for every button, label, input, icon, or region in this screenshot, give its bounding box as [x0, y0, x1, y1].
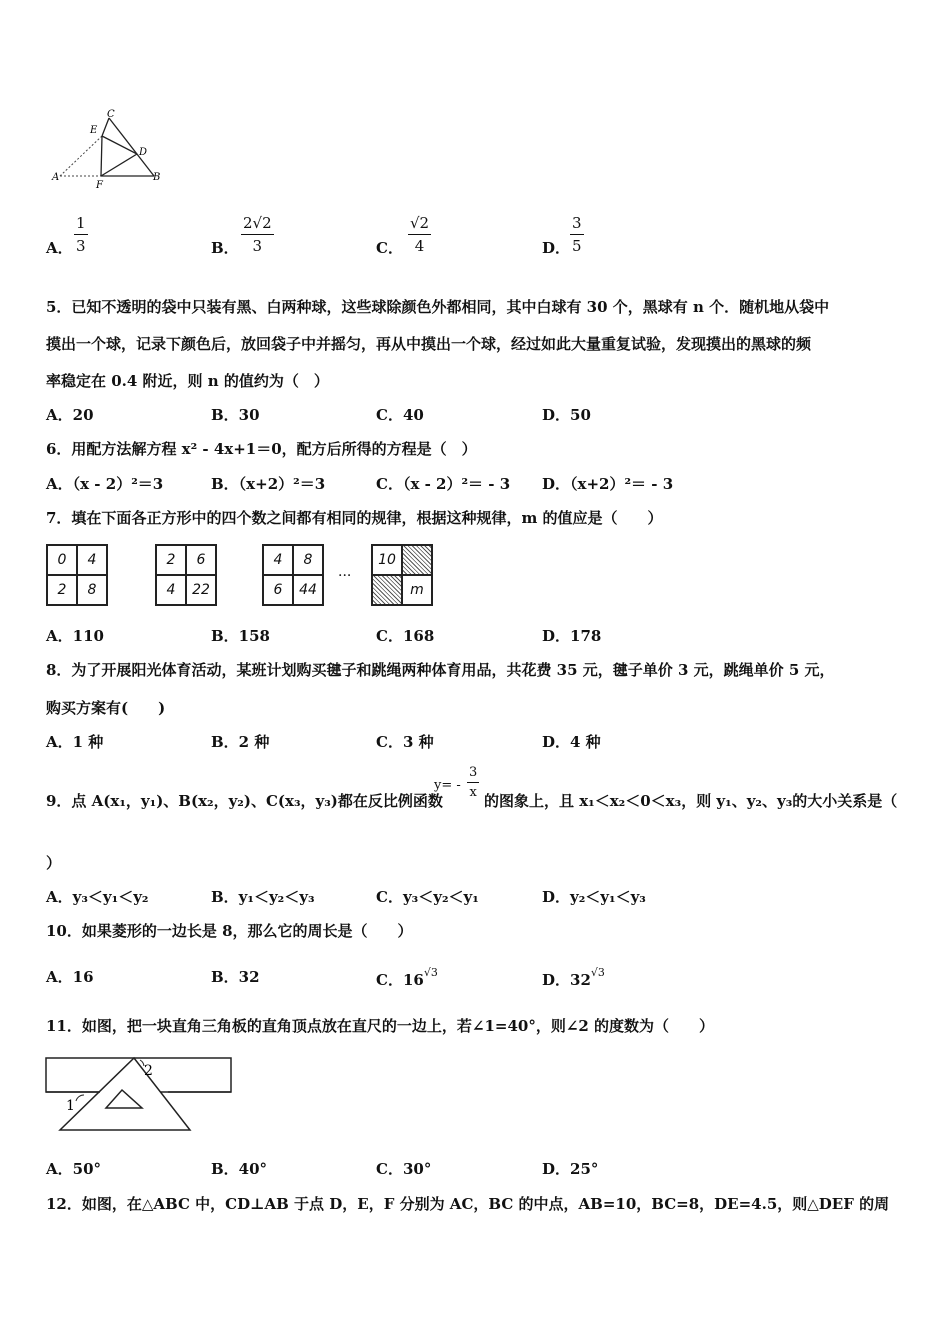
q7-option-c: C．168 [376, 627, 435, 645]
q8-line1: 8．为了开展阳光体育活动，某班计划购买毽子和跳绳两种体育用品，共花费 35 元，毽子单价 3 元，跳绳单价 5 元， [46, 661, 835, 679]
cell: m [402, 575, 432, 605]
cell: 4 [77, 545, 107, 575]
q5-option-d: D．50 [542, 406, 591, 424]
q4-option-d: D． [542, 239, 571, 257]
cell: 10 [372, 545, 402, 575]
q6-option-c: C．（x - 2）²＝ - 3 [376, 475, 511, 493]
q11-ruler-triangle-figure [44, 1054, 236, 1134]
q8-option-d: D．4 种 [542, 733, 601, 751]
cell: 22 [186, 575, 216, 605]
q5-option-b: B．30 [211, 406, 260, 424]
cell: 2 [47, 575, 77, 605]
q4-option-b: B． [211, 239, 239, 257]
q9-option-c: C．y₃＜y₂＜y₁ [376, 888, 479, 906]
hatched-cell [402, 545, 432, 575]
q6-option-d: D．（x+2）²＝ - 3 [542, 475, 674, 493]
cell: 6 [186, 545, 216, 575]
q4-option-c: C． [376, 239, 403, 257]
q11-option-b: B．40° [211, 1160, 268, 1178]
q7-option-d: D．178 [542, 627, 602, 645]
label-e: E [90, 125, 98, 136]
q5-option-c: C．40 [376, 406, 424, 424]
q6-option-a: A．（x - 2）²＝3 [46, 475, 164, 493]
label-f: F [96, 180, 103, 190]
q7-option-a: A．110 [46, 627, 104, 645]
q6-stem: 6．用配方法解方程 x² - 4x+1＝0，配方后所得的方程是（ ） [46, 440, 477, 458]
q10-option-d: D．$32^{√3}$ [542, 966, 605, 989]
q4-option-a: A． [46, 239, 73, 257]
q10-option-c: C．$16^{√3}$ [376, 966, 438, 989]
q8-option-c: C．3 种 [376, 733, 434, 751]
cell: 2 [156, 545, 186, 575]
q4-fraction-a: 1 3 [76, 214, 86, 255]
q9-option-b: B．y₁＜y₂＜y₃ [211, 888, 315, 906]
q9-func-fraction: 3 x [469, 765, 478, 800]
q7-square-2 [155, 544, 217, 606]
cell: 4 [263, 545, 293, 575]
q9-stem-b: 的图象上，且 x₁＜x₂＜0＜x₃，则 y₁、y₂、y₃的大小关系是（ [484, 792, 898, 810]
q8-line2: 购买方案有( ) [46, 699, 166, 717]
q4-triangle-figure [44, 108, 174, 190]
q5-line2: 摸出一个球，记录下颜色后，放回袋子中并摇匀，再从中摸出一个球，经过如此大量重复试验，发现摸出的黑球的频 [46, 335, 812, 353]
q7-square-3 [262, 544, 324, 606]
q10-stem: 10．如果菱形的一边长是 8，那么它的周长是（ ） [46, 922, 413, 940]
q4-fraction-d: 3 5 [572, 214, 582, 255]
angle-2-label: 2 [144, 1063, 153, 1079]
cell: 8 [77, 575, 107, 605]
q10-option-b: B．32 [211, 968, 260, 986]
q7-square-4 [371, 544, 433, 606]
q11-option-c: C．30° [376, 1160, 432, 1178]
q9-option-d: D．y₂＜y₁＜y₃ [542, 888, 646, 906]
q7-stem: 7．填在下面各正方形中的四个数之间都有相同的规律，根据这种规律，m 的值应是（ ） [46, 509, 663, 527]
q9-option-a: A．y₃＜y₁＜y₂ [46, 888, 149, 906]
q8-option-a: A．1 种 [46, 733, 104, 751]
angle-1-label: 1 [66, 1098, 75, 1114]
q5-line1: 5．已知不透明的袋中只装有黑、白两种球，这些球除颜色外都相同，其中白球有 30 个，黑球有 n 个．随机地从袋中 [46, 298, 830, 316]
q4-fraction-c: √2 4 [410, 214, 430, 255]
cell: 8 [293, 545, 323, 575]
q11-option-a: A．50° [46, 1160, 102, 1178]
q9-func-lhs: y= - [434, 778, 461, 793]
cell: 44 [293, 575, 323, 605]
q8-option-b: B．2 种 [211, 733, 270, 751]
hatched-cell [372, 575, 402, 605]
cell: 0 [47, 545, 77, 575]
q6-option-b: B．（x+2）²＝3 [211, 475, 326, 493]
q12-stem: 12．如图，在△ABC 中，CD⊥AB 于点 D，E，F 分别为 AC，BC 的中点，AB=10，BC=8，DE=4.5，则△DEF 的周 [46, 1195, 890, 1213]
q10-option-a: A．16 [46, 968, 94, 986]
q4-fraction-b: 2√2 3 [243, 214, 272, 255]
q5-option-a: A．20 [46, 406, 94, 424]
q11-option-d: D．25° [542, 1160, 599, 1178]
q9-stem-a: 9．点 A(x₁，y₁)、B(x₂，y₂)、C(x₃，y₃)都在反比例函数 [46, 792, 443, 810]
q7-square-1 [46, 544, 108, 606]
label-d: D [139, 147, 148, 158]
q11-stem: 11．如图，把一块直角三角板的直角顶点放在直尺的一边上，若∠1=40°，则∠2 的度数为（ ） [46, 1017, 715, 1035]
cell: 6 [263, 575, 293, 605]
q7-option-b: B．158 [211, 627, 270, 645]
label-a: A [52, 172, 60, 183]
q9-close: ） [46, 854, 62, 872]
q5-line3: 率稳定在 0.4 附近，则 n 的值约为（ ） [46, 372, 329, 390]
q7-ellipsis: ··· [338, 568, 352, 584]
label-c: C [107, 109, 115, 120]
label-b: B [153, 172, 161, 183]
cell: 4 [156, 575, 186, 605]
